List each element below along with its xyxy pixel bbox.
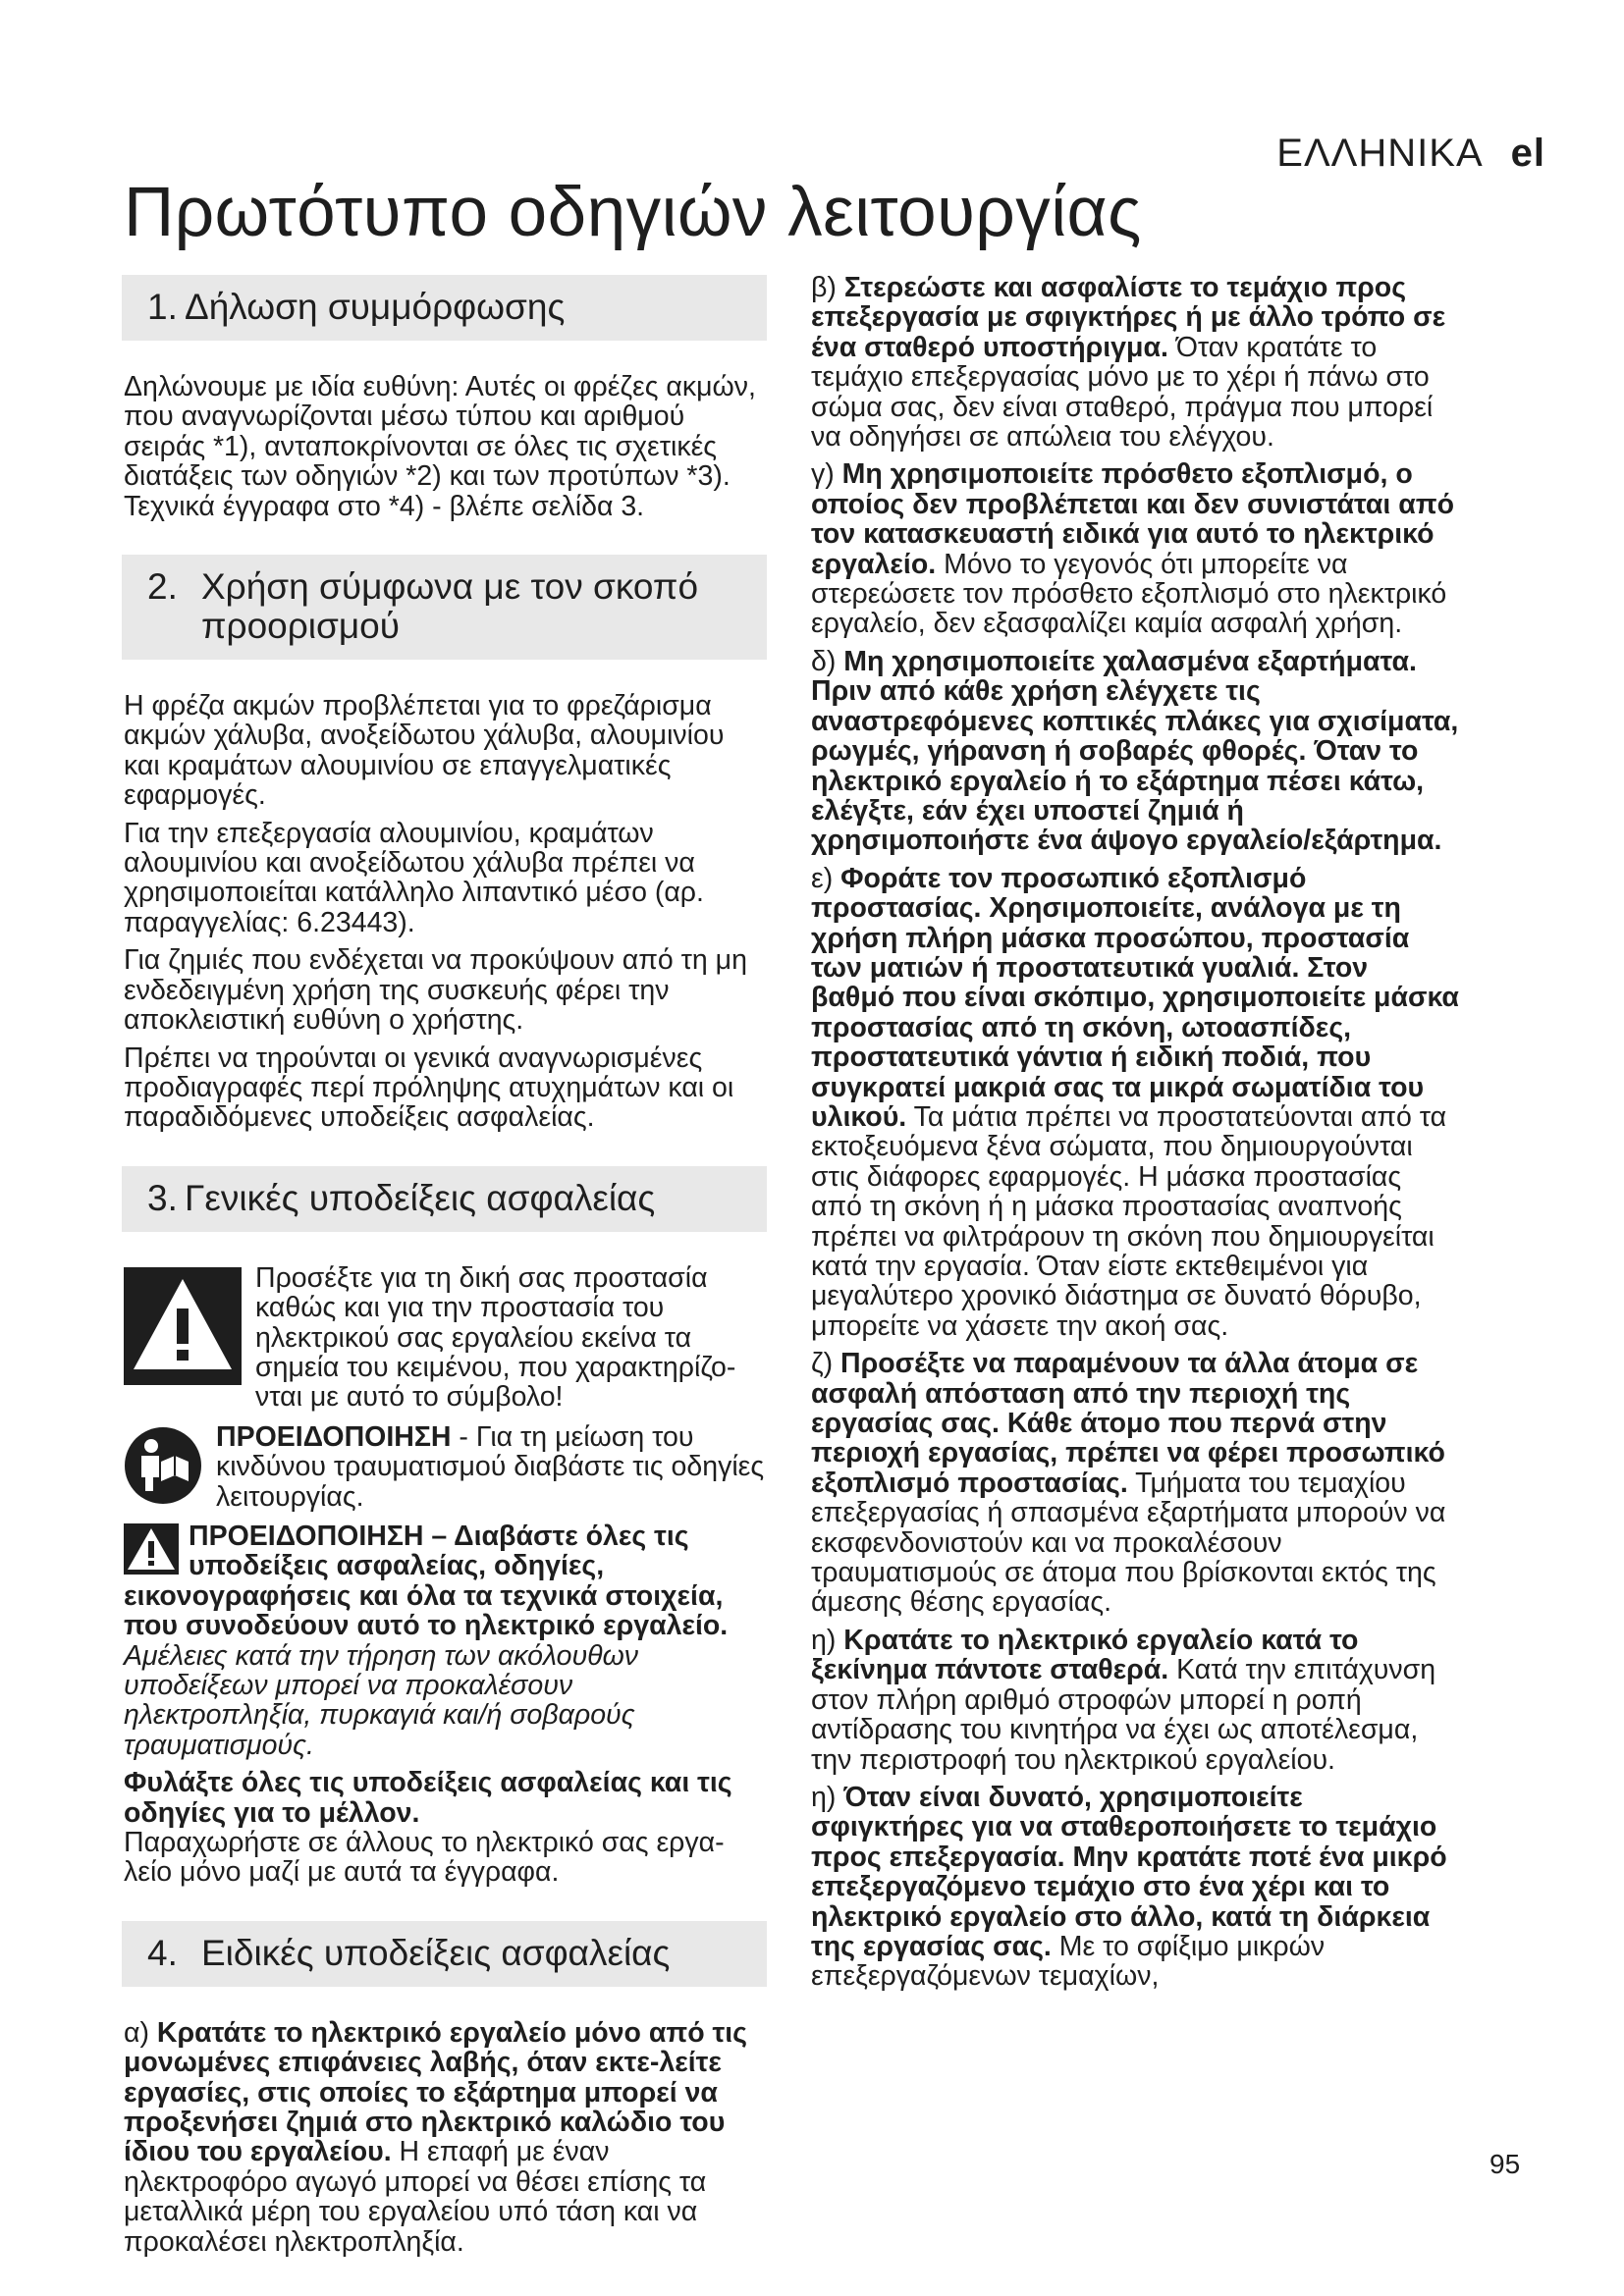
- section-title: Γενικές υποδείξεις ασφαλείας: [185, 1177, 656, 1218]
- language-code: el: [1510, 132, 1545, 175]
- item-bold: Κρατάτε το ηλεκτρικό εργαλείο κατά το ξεκίνημα πάντοτε σταθερά.: [811, 1624, 1359, 1686]
- item-text: Μόνο το γεγονός ότι μπορείτε να στερεώσετε τον πρόσθετο εξοπλισμό στο ηλεκτρικό εργαλείο, δεν εξασφαλίζει καμία ασφαλή χρήση.: [811, 548, 1447, 640]
- item-text: Η επαφή με έναν ηλεκτροφόρο αγωγό μπορεί να θέσει επίσης τα μεταλλικά μέρη του εργαλείου υπό τάση και να προκαλέσει ηλεκτροπληξία.: [124, 2136, 707, 2258]
- section-3-heading: [122, 1166, 767, 1232]
- left-column: [124, 275, 767, 2265]
- safety-item-e: [811, 864, 1459, 1342]
- item-prefix: η): [811, 1781, 844, 1813]
- section-number: 1.: [147, 287, 178, 327]
- safety-item-a: [124, 2018, 767, 2257]
- section-title: Δήλωση συμμόρφωσης: [185, 287, 566, 327]
- safety-item-h: [811, 1783, 1459, 1992]
- keep-instructions: [124, 1768, 767, 1888]
- paragraph: Η φρέζα ακμών προβλέπεται για το φρεζάρισμα ακμών χάλυβα, ανοξείδωτου χάλυβα, αλουμινίου και κραμάτων αλουμινίου σε επαγγελματικές εφαρμογές.: [124, 690, 725, 812]
- keep-text: Παραχωρήστε σε άλλους το ηλεκτρικό σας εργα-λείο μόνο μαζί με αυτά τα έγγραφα.: [124, 1827, 725, 1889]
- item-prefix: γ): [811, 458, 842, 491]
- item-prefix: δ): [811, 645, 844, 677]
- page-title: Πρωτότυπο οδηγιών λειτουργίας: [124, 174, 1142, 251]
- item-bold: Μη χρησιμοποιείτε πρόσθετο εξοπλισμό, ο οποίος δεν προβλέπεται και δεν συνιστάται από τον κατασκευαστή ειδικά για αυτό το ηλεκτρικό εργαλείο.: [811, 458, 1454, 580]
- keep-bold: Φυλάξτε όλες τις υποδείξεις ασφαλείας και τις οδηγίες για το μέλλον.: [124, 1767, 732, 1829]
- safety-item-f: [811, 1349, 1459, 1618]
- paragraph: Δηλώνουμε με ιδία ευθύνη: Αυτές οι φρέζες ακμών, που αναγνωρίζονται μέσω τύπου και αριθμού σειράς *1), ανταποκρίνονται σε όλες τις σχετικές διατάξεις των οδηγιών *2) και των προτύπων *3). Τεχνικά έγγραφα στο *4) - βλέπε σελίδα 3.: [124, 371, 756, 522]
- warning-text: - Για τη μείωση του κινδύνου τραυματισμού διαβάστε τις οδηγίες λειτουργίας.: [216, 1421, 765, 1512]
- paragraph: Για την επεξεργασία αλουμινίου, κραμάτων αλουμινίου και ανοξείδωτου χάλυβα πρέπει να χρησιμοποιείται κατάλληλο λιπαντικό μέσο (αρ. παραγγελίας: 6.23443).: [124, 817, 704, 938]
- right-column: [811, 273, 1459, 2000]
- item-prefix: β): [811, 272, 844, 303]
- item-prefix: α): [124, 2016, 157, 2049]
- item-prefix: ζ): [811, 1348, 840, 1380]
- general-warning: [124, 1522, 767, 1760]
- item-bold: Φοράτε τον προσωπικό εξοπλισμό προστασίας. Χρησιμοποιείτε, ανάλογα με τη χρήση πλήρη μάσκα προσώπου, προστασία των ματιών ή προστατευτικά γυαλιά. Στον βαθμό που είναι σκόπιμο, χρησιμοποιείτε μάσκα προστασίας από τη σκόνη, ωτοασπίδες, προστατευτικά γάντια ή ειδική ποδιά, που συγκρατεί μακριά σας τα μικρά σωματίδια του υλικού.: [811, 862, 1459, 1133]
- section-title: Ειδικές υποδείξεις ασφαλείας: [201, 1932, 671, 1973]
- item-prefix: η): [811, 1624, 844, 1656]
- safety-item-b: [811, 273, 1459, 452]
- paragraph: Πρέπει να τηρούνται οι γενικά αναγνωρισμένες προδιαγραφές περί πρόληψης ατυχημάτων και οι παραδιδόμενες υποδείξεις ασφαλείας.: [124, 1041, 734, 1134]
- safety-item-d: [811, 647, 1459, 856]
- read-manual-warning: [124, 1422, 767, 1512]
- read-manual-icon: [124, 1426, 202, 1505]
- warning-italic-text: Αμέλειες κατά την τήρηση των ακόλουθων υποδείξεων μπορεί να προκαλέσουν ηλεκτροπληξία, πυρκαγιά και/ή σοβαρούς τραυματισμούς.: [124, 1639, 639, 1761]
- paragraph: Για ζημιές που ενδέχεται να προκύψουν από τη μη ενδεδειγμένη χρήση της συσκευής φέρει την αποκλειστική ευθύνη ο χρήστης.: [124, 944, 747, 1037]
- section-2-heading: [122, 555, 767, 660]
- warning-bold-text: ΠΡΟΕΙΔΟΠΟΙΗΣΗ – Διαβάστε όλες τις υποδείξεις ασφαλείας, οδηγίες, εικονογραφήσεις και όλα τα τεχνικά στοιχεία, που συνοδεύουν αυτό το ηλεκτρικό εργαλείο.: [124, 1520, 729, 1642]
- item-bold: Μη χρησιμοποιείτε χαλασμένα εξαρτήματα. Πριν από κάθε χρήση ελέγχετε τις αναστρεφόμενες κοπτικές πλάκες για σχισίματα, ρωγμές, γήρανση ή σοβαρές φθορές. Όταν το ηλεκτρικό εργαλείο ή το εξάρτημα πέσει κάτω, ελέγξτε, εάν έχει υποστεί ζημιά ή χρησιμοποιήστε ένα άψογο εργαλείο/εξάρτημα.: [811, 645, 1459, 857]
- section-number: 4.: [147, 1932, 178, 1973]
- item-text: Με το σφίξιμο μικρών επεξεργαζόμενων τεμαχίων,: [811, 1930, 1326, 1993]
- item-text: Κατά την επιτάχυνση στον πλήρη αριθμό στροφών μπορεί η ροπή αντίδρασης του κινητήρα να έχει ως αποτέλεσμα, την περιστροφή του ηλεκτρικού εργαλείου.: [811, 1654, 1436, 1776]
- item-text: Τμήματα του τεμαχίου επεξεργασίας ή σπασμένα εξαρτήματα μπορούν να εκσφενδονιστούν και να προκαλέσουν τραυματισμούς σε άτομα που βρίσκονται εκτός της άμεσης θέσης εργασίας.: [811, 1467, 1446, 1619]
- safety-item-g: [811, 1626, 1459, 1775]
- safety-item-c: [811, 459, 1459, 638]
- section-number: 3.: [147, 1177, 178, 1218]
- warning-keyword: ΠΡΟΕΙΔΟΠΟΙΗΣΗ: [216, 1421, 452, 1453]
- warning-triangle-icon: [124, 1267, 242, 1385]
- language-label: ΕΛΛΗΝΙΚΑ: [1276, 132, 1484, 175]
- item-prefix: ε): [811, 862, 841, 894]
- symbol-note-block: [124, 1263, 767, 1413]
- item-bold: Προσέξτε να παραμένουν τα άλλα άτομα σε ασφαλή απόσταση από την περιοχή της εργασίας σας. Κάθε άτομο που περνά στην περιοχή εργασίας, πρέπει να φέρει προσωπικό εξοπλισμό προστασίας.: [811, 1348, 1445, 1499]
- section-1-heading: [122, 275, 767, 341]
- item-text: Τα μάτια πρέπει να προστατεύονται από τα εκτοξευόμενα ξένα σώματα, που δημιουργούνται στις διάφορες εφαρμογές. Η μάσκα προστασίας από τη σκόνη ή η μάσκα προστασίας αναπνοής πρέπει να φιλτράρουν τη σκόνη που δημιουργείται κατά την εργασία. Όταν είστε εκτεθειμένοι για μεγαλύτερο χρονικό διάστημα σε δυνατό θόρυβο, μπορείτε να χάσετε την ακοή σας.: [811, 1100, 1447, 1342]
- language-header: [1276, 132, 1545, 176]
- symbol-note-text: Προσέξτε για τη δική σας προστασία καθώς και για την προστασία του ηλεκτρικού σας εργαλείου εκείνα τα σημεία του κειμένου, που χαρακτηρίζο-νται με αυτό το σύμβολο!: [255, 1262, 736, 1413]
- item-bold: Όταν είναι δυνατό, χρησιμοποιείτε σφιγκτήρες για να σταθεροποιήσετε το τεμάχιο προς επεξεργασία. Μην κρατάτε ποτέ ένα μικρό επεξεργαζόμενο τεμάχιο στο ένα χέρι και το ηλεκτρικό εργαλείο στο άλλο, κατά τη διάρκεια της εργασίας σας.: [811, 1781, 1447, 1962]
- warning-triangle-icon: [124, 1523, 179, 1575]
- page-number: 95: [1489, 2149, 1521, 2179]
- section-4-heading: [122, 1921, 767, 1987]
- item-text: Όταν κρατάτε το τεμάχιο επεξεργασίας μόνο με το χέρι ή πάνω στο σώμα σας, δεν είναι σταθερό, πράγμα που μπορεί να οδηγήσει σε απώλεια του ελέγχου.: [811, 331, 1434, 454]
- section-number: 2.: [147, 566, 178, 608]
- item-bold: Κρατάτε το ηλεκτρικό εργαλείο μόνο από τις μονωμένες επιφάνειες λαβής, όταν εκτε-λείτε εργασίες, στις οποίες το εξάρτημα μπορεί να προξενήσει ζημιά στο ηλεκτρικό καλώδιο του ίδιου του εργαλείου.: [124, 2016, 748, 2168]
- item-bold: Στερεώστε και ασφαλίστε το τεμάχιο προς επεξεργασία με σφιγκτήρες ή με άλλο τρόπο σε ένα σταθερό υποστήριγμα.: [811, 272, 1446, 363]
- section-title: Χρήση σύμφωνα με τον σκοπό προορισμού: [201, 566, 699, 647]
